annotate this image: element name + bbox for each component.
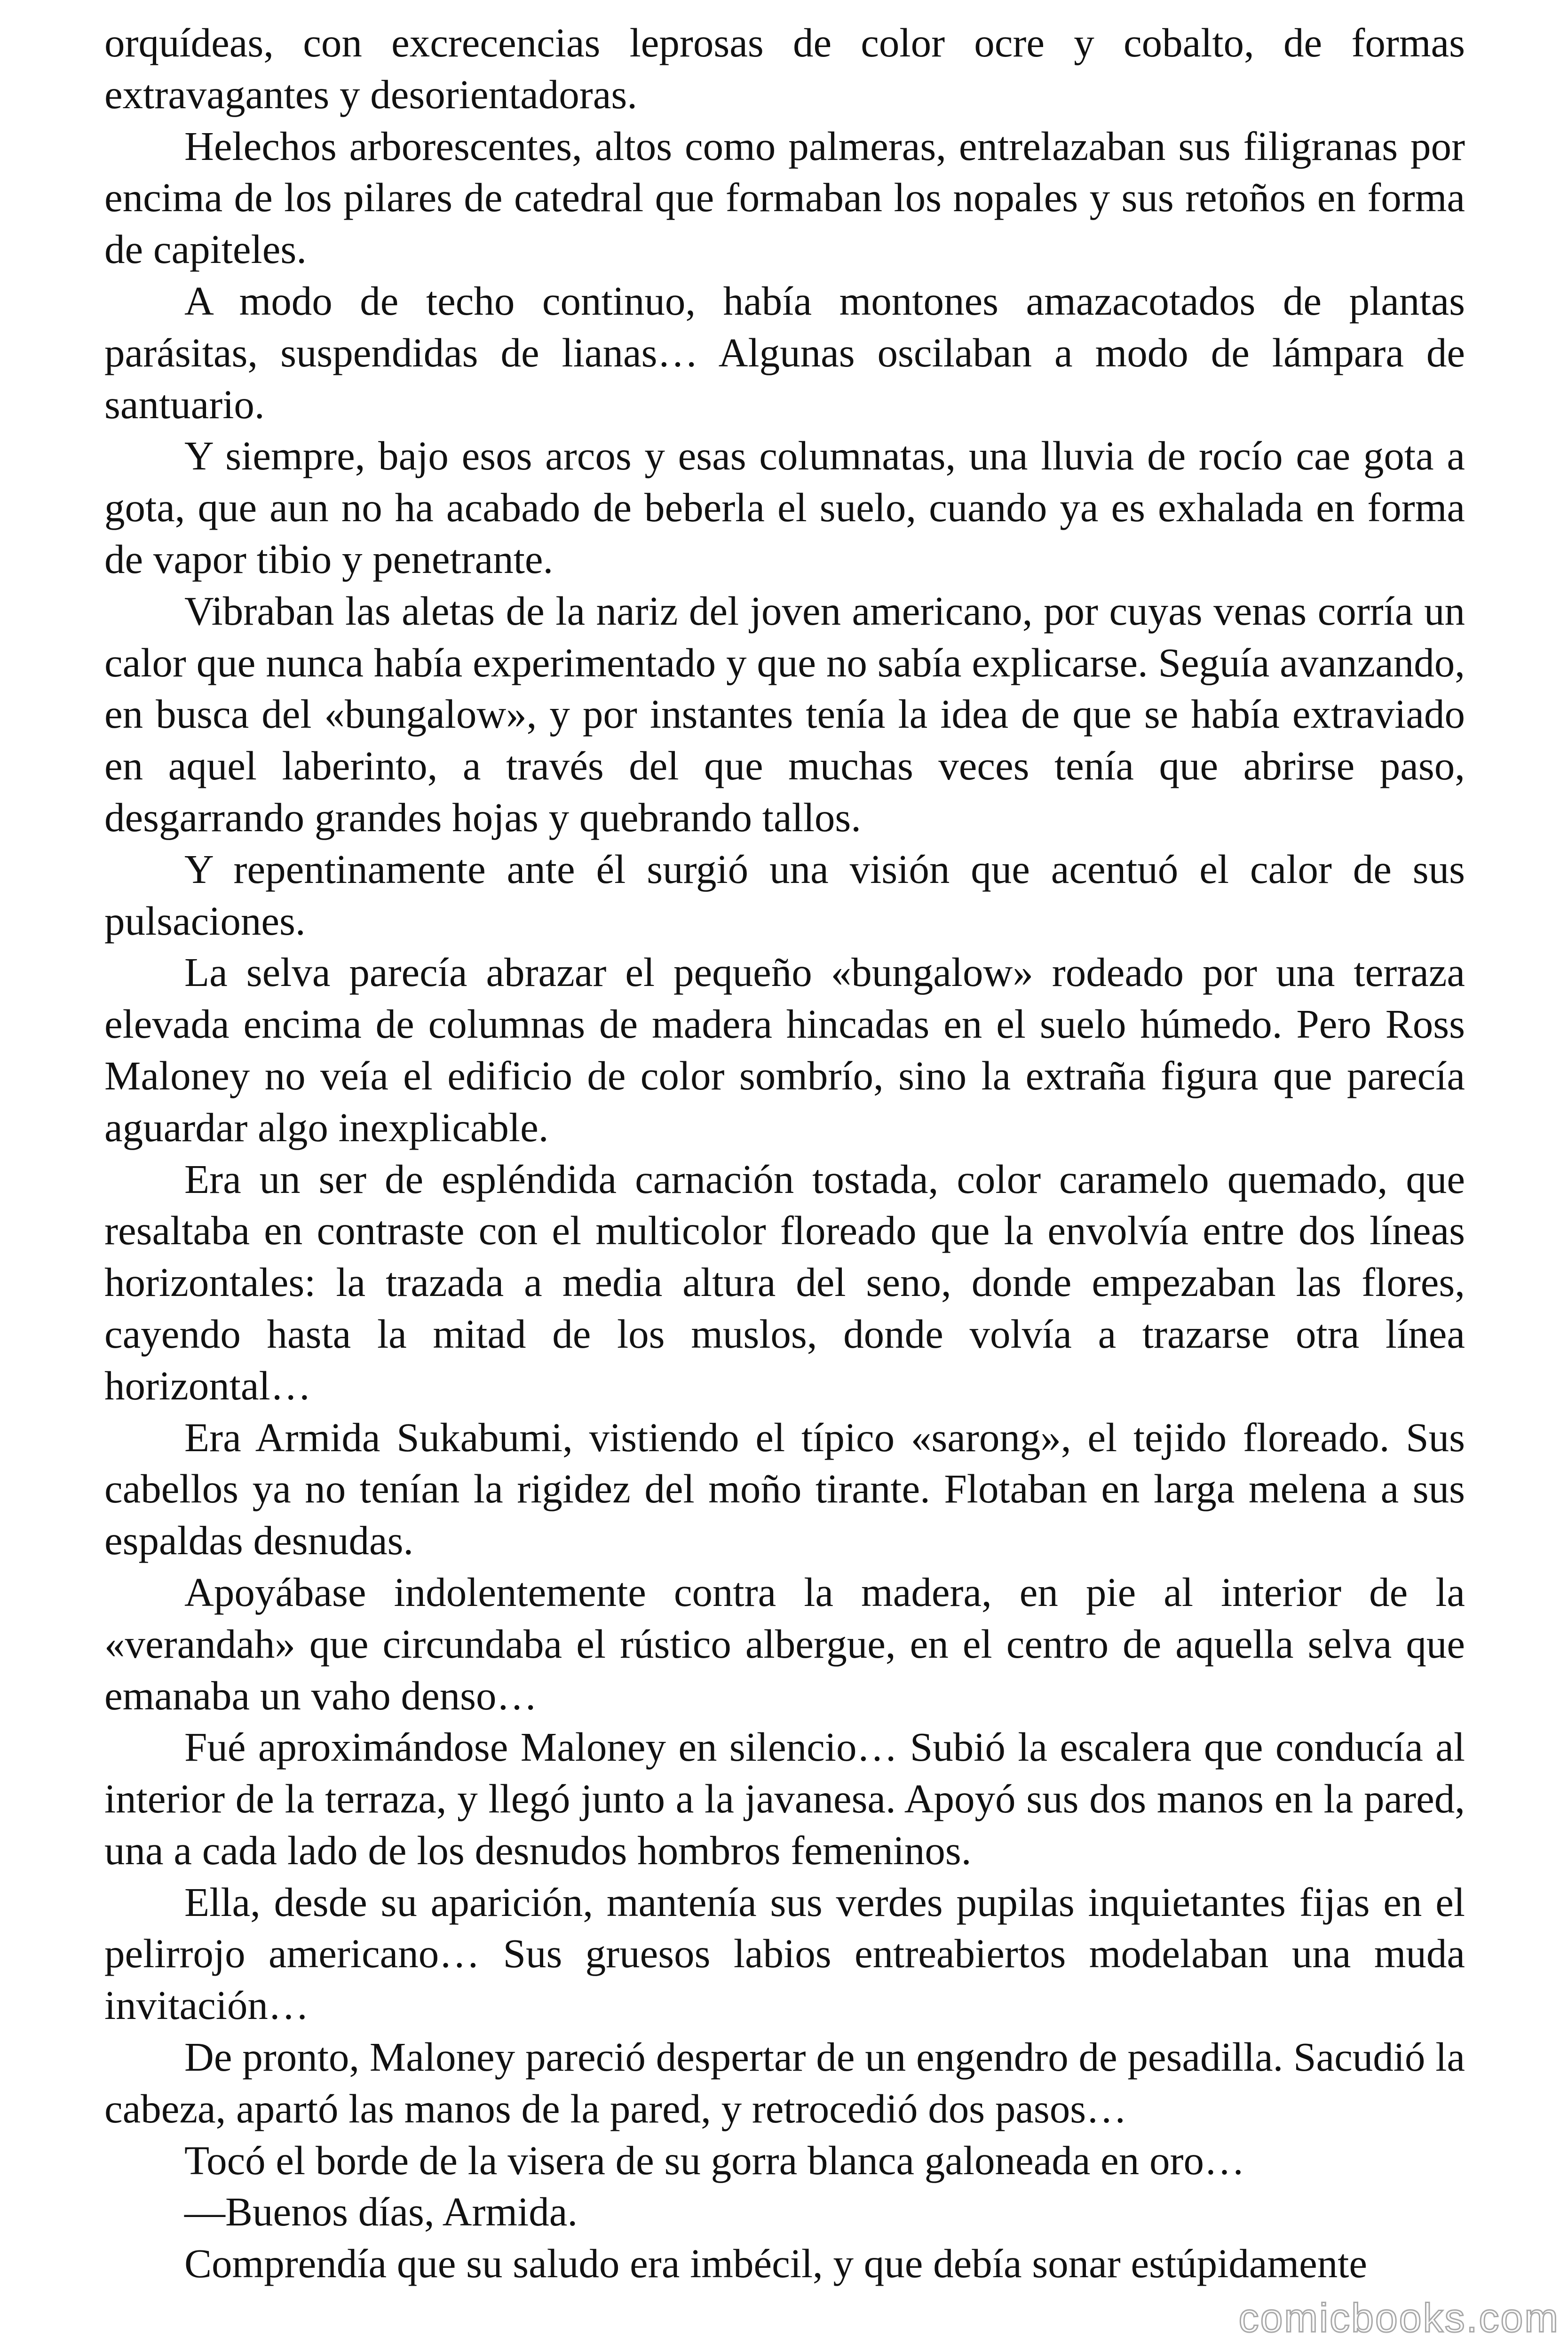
paragraph: De pronto, Maloney pareció despertar de un engendro de pesadilla. Sacudió la cabeza, apartó las manos de la pared, y retrocedió dos pasos… — [104, 2034, 1465, 2131]
paragraph: A modo de techo continuo, había montones amazacotados de plantas parásitas, suspendidas de lianas… Algunas oscilaban a modo de lámpara de santuario. — [104, 278, 1465, 427]
paragraph: Fué aproximándose Maloney en silencio… Subió la escalera que conducía al interior de la terraza, y llegó junto a la javanesa. Apoyó sus dos manos en la pared, una a cada lado de los desnudos hombros femeninos. — [104, 1724, 1465, 1873]
paragraph: Helechos arborescentes, altos como palmeras, entrelazaban sus filigranas por encima de los pilares de catedral que formaban los nopales y sus retoños en forma de capiteles. — [104, 123, 1465, 272]
book-page-text — [104, 17, 1465, 2289]
paragraph: Era un ser de espléndida carnación tostada, color caramelo quemado, que resaltaba en contraste con el multicolor floreado que la envolvía entre dos líneas horizontales: la trazada a media altura del seno, donde empezaban las flores, cayendo hasta la mitad de los muslos, donde volvía a trazarse otra línea horizontal… — [104, 1156, 1465, 1408]
paragraph: Vibraban las aletas de la nariz del joven americano, por cuyas venas corría un calor que nunca había experimentado y que no sabía explicarse. Seguía avanzando, en busca del «bungalow», y por instantes tenía la idea de que se había extraviado en aquel laberinto, a través del que muchas veces tenía que abrirse paso, desgarrando grandes hojas y quebrando tallos. — [104, 588, 1465, 840]
paragraph: La selva parecía abrazar el pequeño «bungalow» rodeado por una terraza elevada encima de columnas de madera hincadas en el suelo húmedo. Pero Ross Maloney no veía el edificio de color sombrío, sino la extraña figura que parecía aguardar algo inexplicable. — [104, 949, 1465, 1150]
paragraph: Comprendía que su saludo era imbécil, y que debía sonar estúpidamente — [184, 2241, 1368, 2287]
paragraph: Y siempre, bajo esos arcos y esas columnatas, una lluvia de rocío cae gota a gota, que aun no ha acabado de beberla el suelo, cuando ya es exhalada en forma de vapor tibio y penetrante. — [104, 433, 1465, 582]
paragraph: Y repentinamente ante él surgió una visión que acentuó el calor de sus pulsaciones. — [104, 846, 1465, 944]
paragraph: Era Armida Sukabumi, vistiendo el típico «sarong», el tejido floreado. Sus cabellos ya no tenían la rigidez del moño tirante. Flotaban en larga melena a sus espaldas desnudas. — [104, 1414, 1465, 1564]
paragraph: Ella, desde su aparición, mantenía sus verdes pupilas inquietantes fijas en el pelirrojo americano… Sus gruesos labios entreabiertos modelaban una muda invitación… — [104, 1879, 1465, 2028]
paragraph: Apoyábase indolentemente contra la madera, en pie al interior de la «verandah» que circundaba el rústico albergue, en el centro de aquella selva que emanaba un vaho denso… — [104, 1569, 1465, 1718]
watermark: comicbooks.com — [1238, 2296, 1560, 2341]
paragraph: Tocó el borde de la visera de su gorra blanca galoneada en oro… — [184, 2137, 1245, 2183]
paragraph-continuation: orquídeas, con excrecencias leprosas de color ocre y cobalto, de formas extravagantes y desorientadoras. — [104, 20, 1465, 117]
paragraph: —Buenos días, Armida. — [184, 2189, 578, 2235]
